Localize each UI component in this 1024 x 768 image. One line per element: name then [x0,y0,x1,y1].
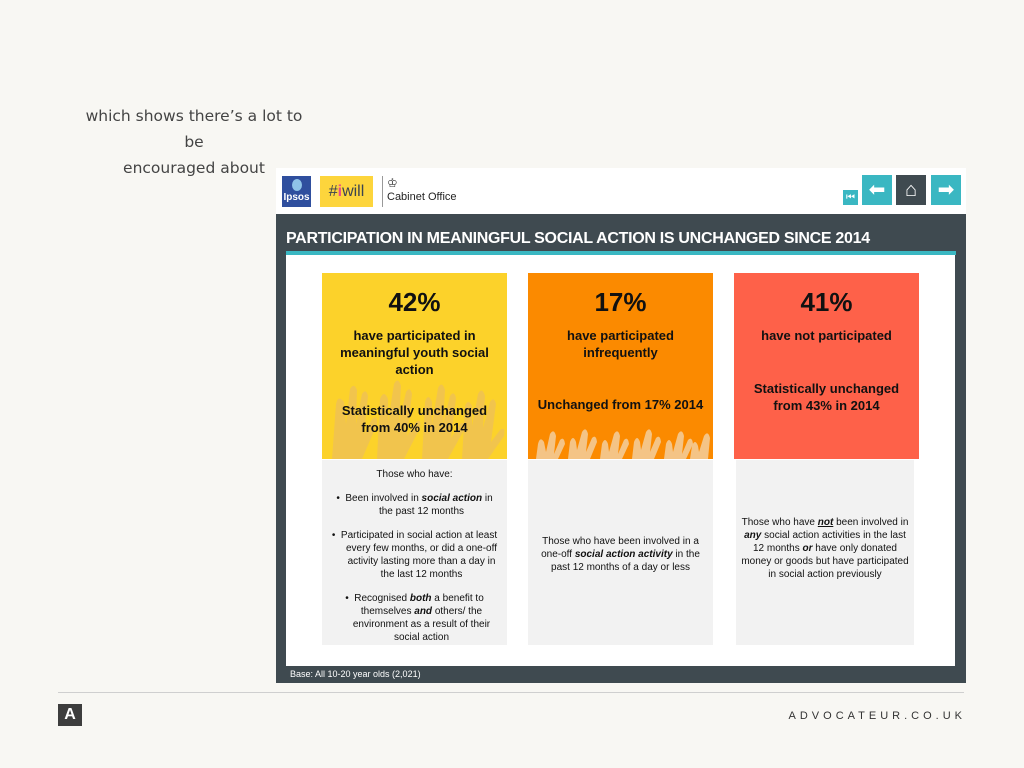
description-not-participated [736,460,914,645]
next-slide-button[interactable]: ➡ [931,175,961,205]
description-bullet: • Been involved in social action in the past 12 months [336,493,493,517]
description-text: Those who have not been involved in any social action activities in the last 12 months or have only donated money or goods but have participated in social action previously [741,517,909,580]
previous-slide-button[interactable]: ⬅ [862,175,892,205]
iwill-logo: #iwill [320,176,373,207]
advocateur-logo: A [58,704,82,726]
slide-header [276,168,966,214]
crest-icon: ♔ [387,176,398,190]
first-slide-button[interactable]: ⏮ [843,190,858,205]
intro-line-1: which shows there’s a lot to be [85,107,303,151]
home-button[interactable]: ⌂ [896,175,926,205]
stat-percent: 41% [800,287,853,317]
footer-divider [58,692,964,693]
description-infrequent [528,460,713,645]
stat-note: Statistically unchanged from 43% in 2014 [753,381,900,413]
stat-label: have participated in meaningful youth social action [340,328,489,377]
slide-title: PARTICIPATION IN MEANINGFUL SOCIAL ACTION IS UNCHANGED SINCE 2014 [286,230,870,247]
description-bullet: • Participated in social action at least every few months, or did a one-off activity lasting more than a day in the last 12 months [331,530,498,580]
description-intro: Those who have: [376,469,453,480]
base-note: Base: All 10-20 year olds (2,021) [290,669,421,679]
ipsos-swirl-icon [292,179,302,191]
stat-percent: 42% [388,287,441,317]
stat-note: Unchanged from 17% 2014 [537,397,704,412]
stat-card-not-participated [734,273,919,459]
description-bullet: • Recognised both a benefit to themselves and others/ the environment as a result of their social action [345,593,491,643]
ipsos-logo: Ipsos [282,176,311,207]
intro-caption [80,103,308,181]
stat-card-infrequent [528,273,713,459]
slide-image [276,168,966,683]
description-text: Those who have been involved in a one-off social action activity in the past 12 months of a day or less [541,536,700,573]
slide-content [286,255,955,666]
stat-note: Statistically unchanged from 40% in 2014 [341,403,488,435]
description-participated [322,460,507,645]
footer-site-url: ADVOCATEUR.CO.UK [788,710,966,722]
stat-card-participated [322,273,507,459]
stat-percent: 17% [594,287,647,317]
cabinet-office-logo: ♔ Cabinet Office [382,176,462,207]
stat-label: have not participated [761,328,892,343]
intro-line-2: encouraged about [123,159,265,177]
stat-label: have participated infrequently [567,328,674,360]
